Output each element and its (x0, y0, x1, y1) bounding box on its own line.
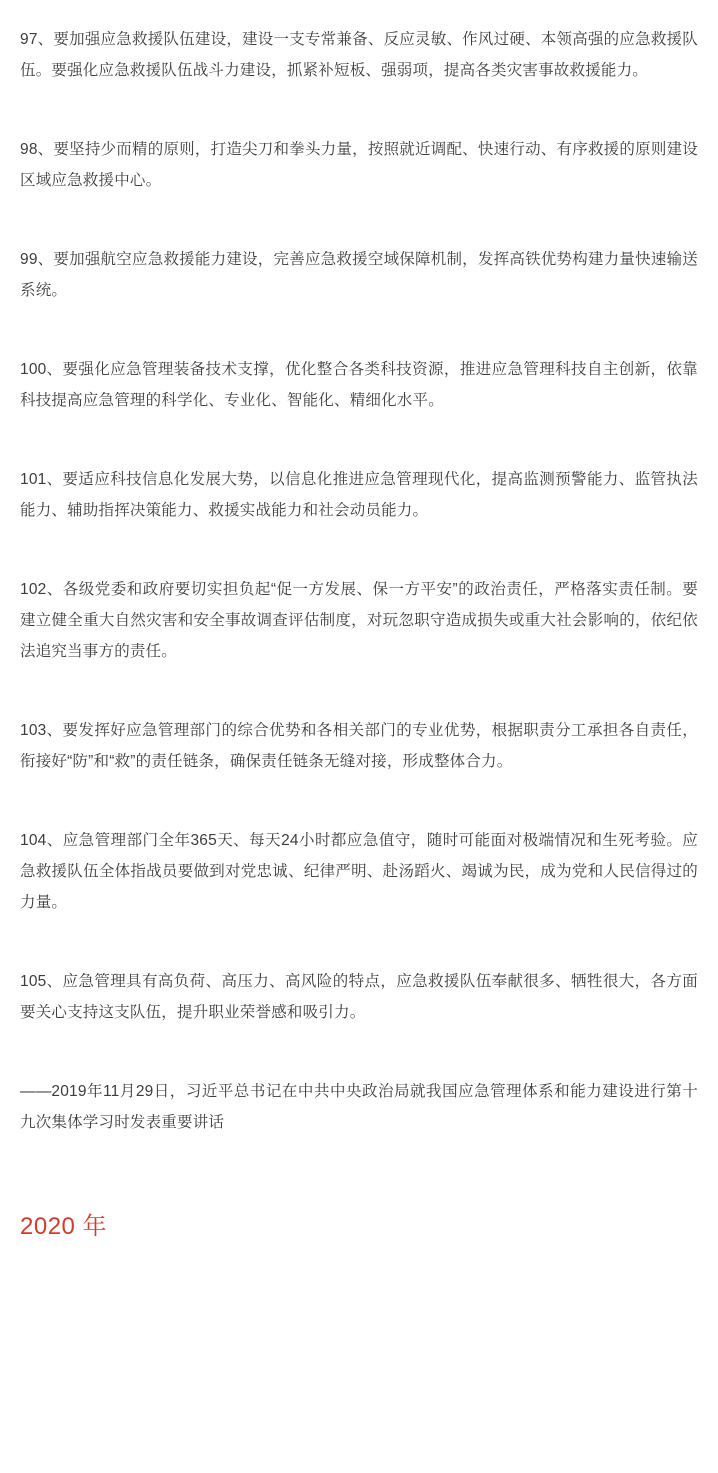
paragraph-102: 102、各级党委和政府要切实担负起“促一方发展、保一方平安”的政治责任，严格落实责任制。要建立健全重大自然灾害和安全事故调查评估制度，对玩忽职守造成损失或重大社会影响的，依纪依法追究当事方的责任。 (20, 581, 698, 660)
year-heading-2020: 2020 年 (20, 1213, 108, 1240)
paragraph-98: 98、要坚持少而精的原则，打造尖刀和拳头力量，按照就近调配、快速行动、有序救援的原则建设区域应急救援中心。 (20, 141, 698, 189)
paragraph-100: 100、要强化应急管理装备技术支撑，优化整合各类科技资源，推进应急管理科技自主创新，依靠科技提高应急管理的科学化、专业化、智能化、精细化水平。 (20, 361, 698, 409)
source-citation: ——2019年11月29日，习近平总书记在中共中央政治局就我国应急管理体系和能力建设进行第十九次集体学习时发表重要讲话 (20, 1083, 698, 1131)
paragraph-104: 104、应急管理部门全年365天、每天24小时都应急值守，随时可能面对极端情况和生死考验。应急救援队伍全体指战员要做到对党忠诚、纪律严明、赴汤蹈火、竭诚为民，成为党和人民信得过的力量。 (20, 832, 698, 911)
paragraph-99: 99、要加强航空应急救援能力建设，完善应急救援空域保障机制，发挥高铁优势构建力量快速输送系统。 (20, 251, 698, 299)
paragraph-103: 103、要发挥好应急管理部门的综合优势和各相关部门的专业优势，根据职责分工承担各自责任，衔接好“防”和“救”的责任链条，确保责任链条无缝对接，形成整体合力。 (20, 722, 698, 770)
paragraph-101: 101、要适应科技信息化发展大势，以信息化推进应急管理现代化，提高监测预警能力、监管执法能力、辅助指挥决策能力、救援实战能力和社会动员能力。 (20, 471, 698, 519)
paragraph-105: 105、应急管理具有高负荷、高压力、高风险的特点，应急救援队伍奉献很多、牺牲很大，各方面要关心支持这支队伍，提升职业荣誉感和吸引力。 (20, 973, 698, 1021)
paragraph-97: 97、要加强应急救援队伍建设，建设一支专常兼备、反应灵敏、作风过硬、本领高强的应急救援队伍。要强化应急救援队伍战斗力建设，抓紧补短板、强弱项，提高各类灾害事故救援能力。 (20, 31, 698, 79)
